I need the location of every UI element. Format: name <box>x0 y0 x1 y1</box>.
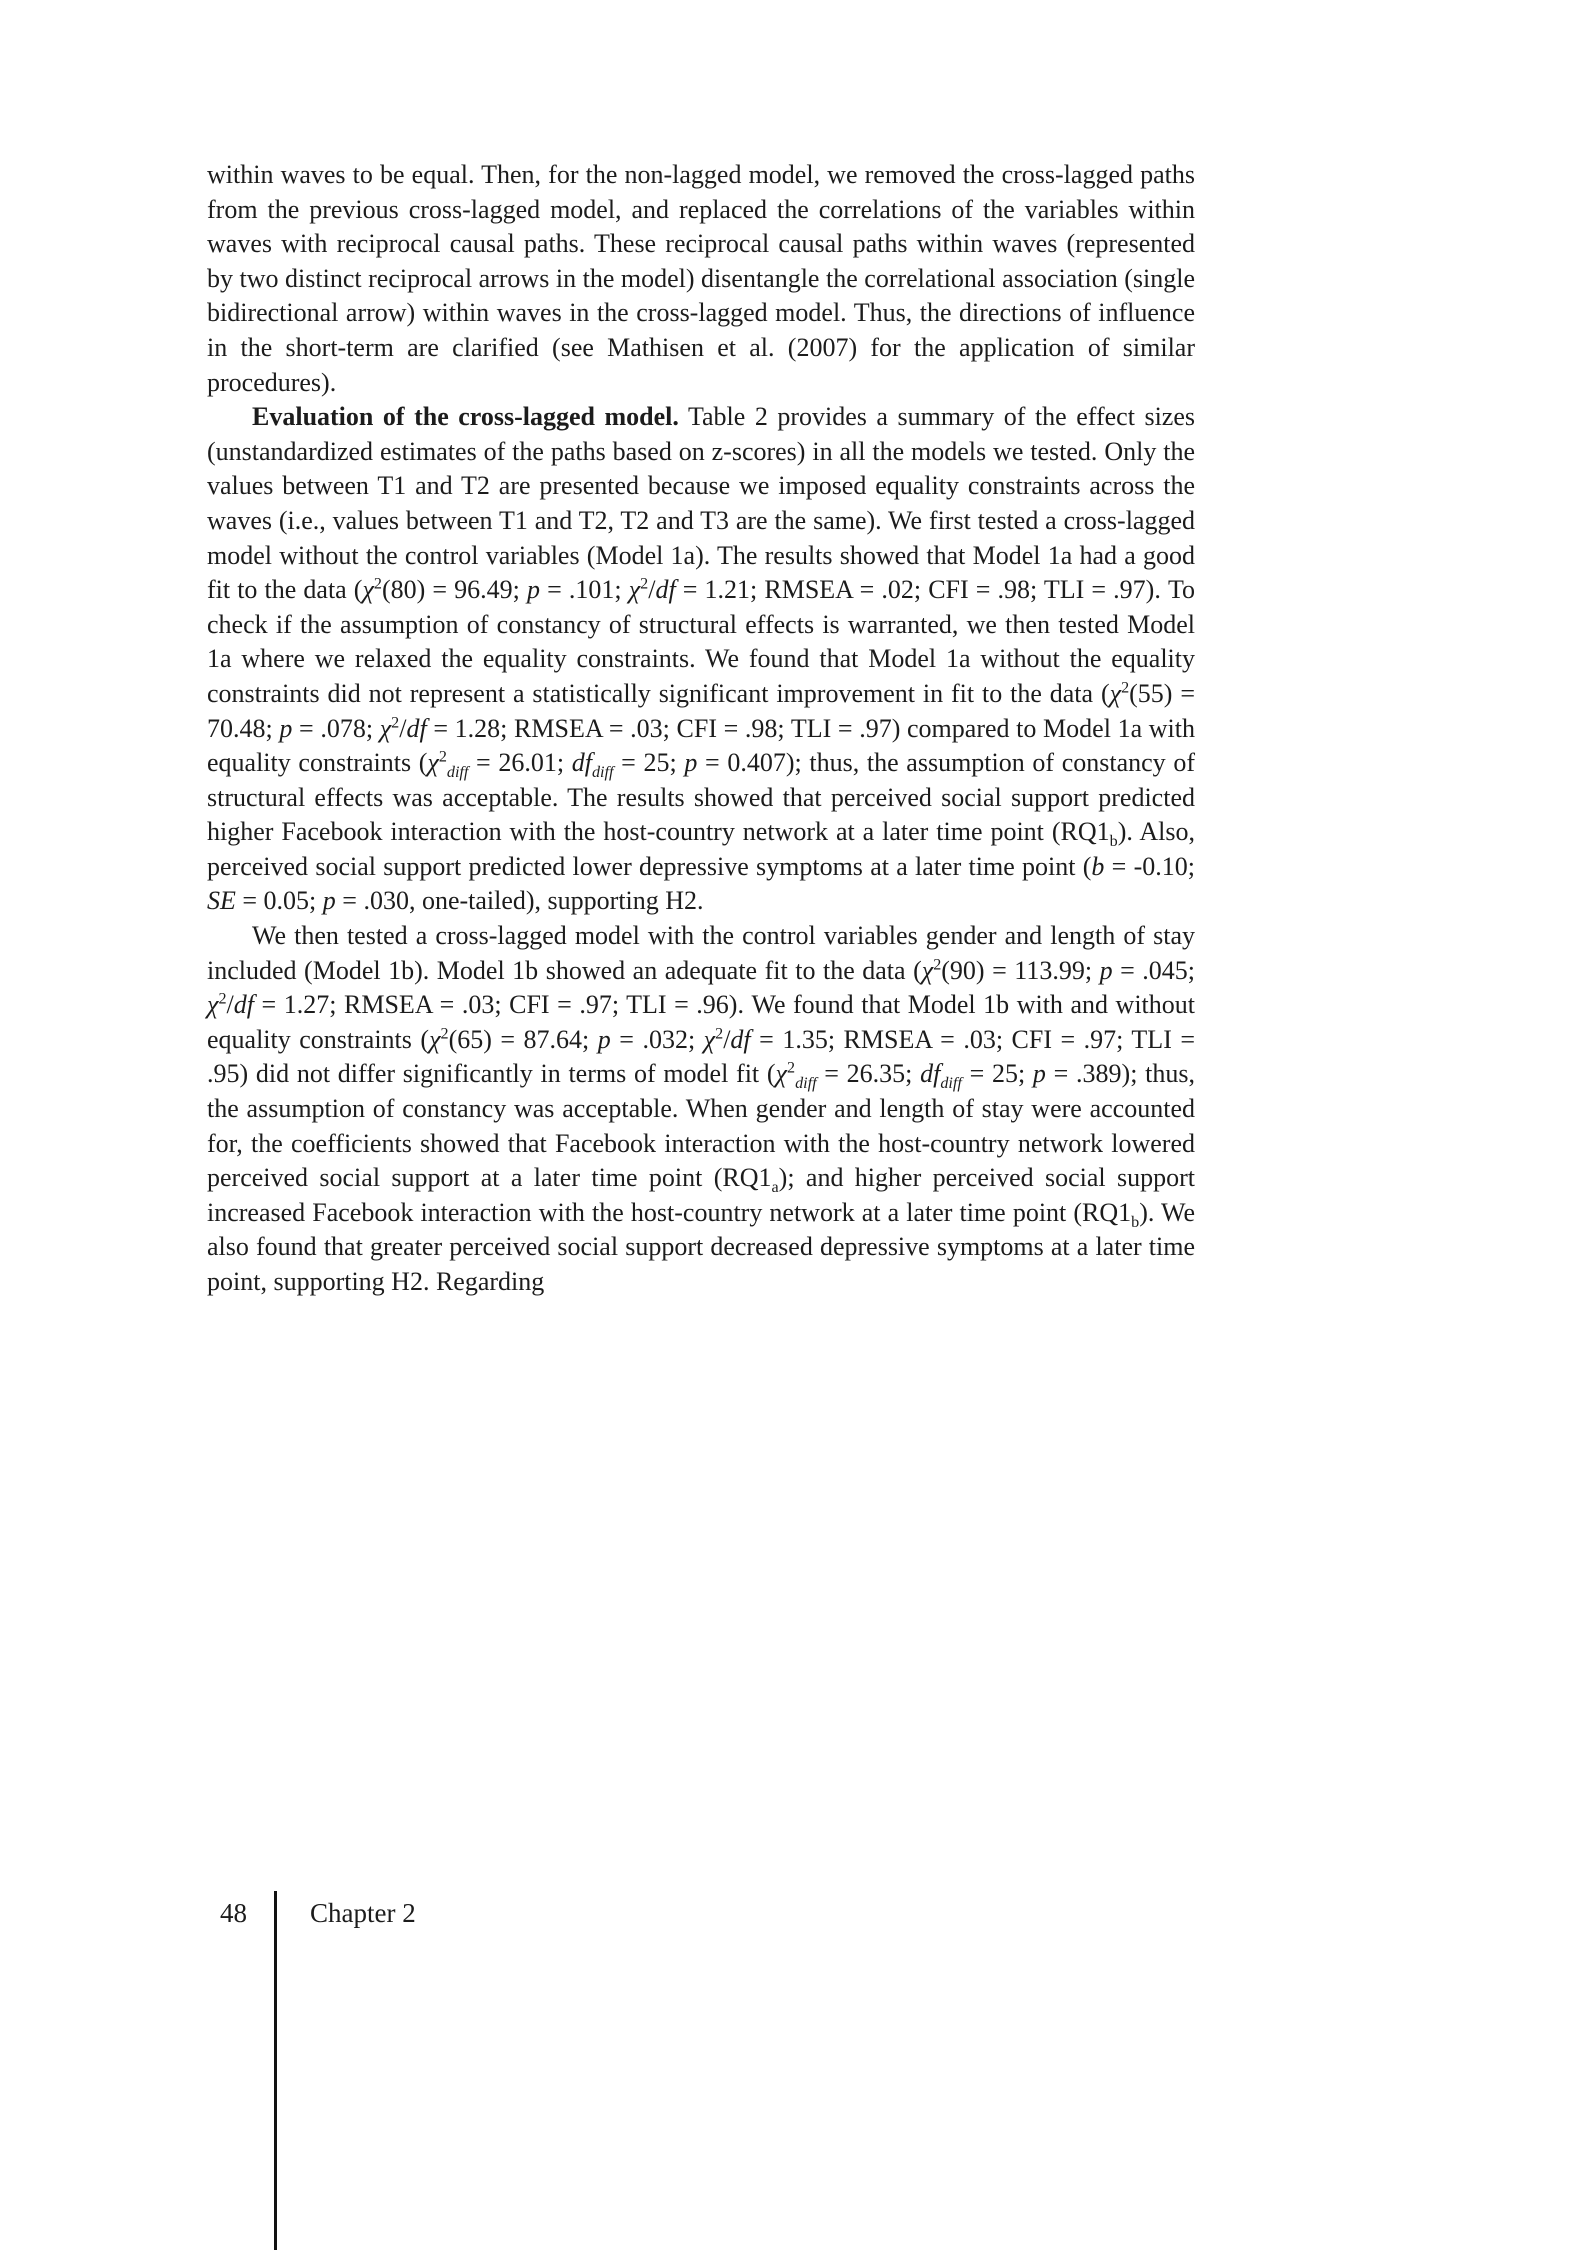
footer-page-number: 48 <box>220 1898 247 1928</box>
footer-vertical-rule <box>274 1891 277 2250</box>
paragraph: Evaluation of the cross-lagged model. Table 2 provides a summary of the effect sizes (unstandardized estimates of the paths based on z-scores) in all the models we tested. Only the values between T1 and T2 are presented because we imposed equality constraints across the waves (i.e., values between T1 and T2, T2 and T3 are the same). We first tested a cross-lagged model without the control variables (Model 1a). The results showed that Model 1a had a good fit to the data ($\chi^2(80) = 96.49$; p = .101; $\chi^2/df = 1.21$; RMSEA = .02; CFI = .98; TLI = .97). To check if the assumption of constancy of structural effects is warranted, we then tested Model 1a where we relaxed the equality constraints. We found that Model 1a without the equality constraints did not represent a statistically significant improvement in fit to the data ($\chi^2(55) = 70.48$; p = .078; $\chi^2/df = 1.28$; RMSEA = .03; CFI = .98; TLI = .97) compared to Model 1a with equality constraints ($\chi^2_{diff} = 26.01$; $df_{diff} = 25$; p = 0.407); thus, the assumption of constancy of structural effects was acceptable. The results showed that perceived social support predicted higher Facebook interaction with the host-country network at a later time point $(RQ1_b)$. Also, perceived social support predicted lower depressive symptoms at a later time point (b = -0.10; SE = 0.05; p = .030, one-tailed), supporting H2. <box>207 402 1196 916</box>
paragraph: We then tested a cross-lagged model with the control variables gender and length of stay included (Model 1b). Model 1b showed an adequate fit to the data ($\chi^2(90) = 113.99$; p = .045; $\chi^2/df = 1.27$; RMSEA = .03; CFI = .97; TLI = .96). We found that Model 1b with and without equality constraints ($\chi^2(65) = 87.64$; p = .032; $\chi^2/df = 1.35$; RMSEA = .03; CFI = .97; TLI = .95) did not differ significantly in terms of model fit ($\chi^2_{diff} = 26.35$; $df_{diff} = 25$; p = .389); thus, the assumption of constancy was acceptable. When gender and length of stay were accounted for, the coefficients showed that Facebook interaction with the host-country network lowered perceived social support at a later time point $(RQ1_a)$; and higher perceived social support increased Facebook interaction with the host-country network at a later time point $(RQ1_b)$. We also found that greater perceived social support decreased depressive symptoms at a later time point, supporting H2. Regarding <box>207 921 1196 1296</box>
body-text <box>207 158 1195 1300</box>
paragraph: within waves to be equal. Then, for the non-lagged model, we removed the cross-lagged paths from the previous cross-lagged model, and replaced the correlations of the variables within waves with reciprocal causal paths. These reciprocal causal paths within waves (represented by two distinct reciprocal arrows in the model) disentangle the correlational association (single bidirectional arrow) within waves in the cross-lagged model. Thus, the directions of influence in the short-term are clarified (see Mathisen et al. (2007) for the application of similar procedures). <box>207 160 1195 397</box>
footer-chapter-label: Chapter 2 <box>310 1898 416 1928</box>
